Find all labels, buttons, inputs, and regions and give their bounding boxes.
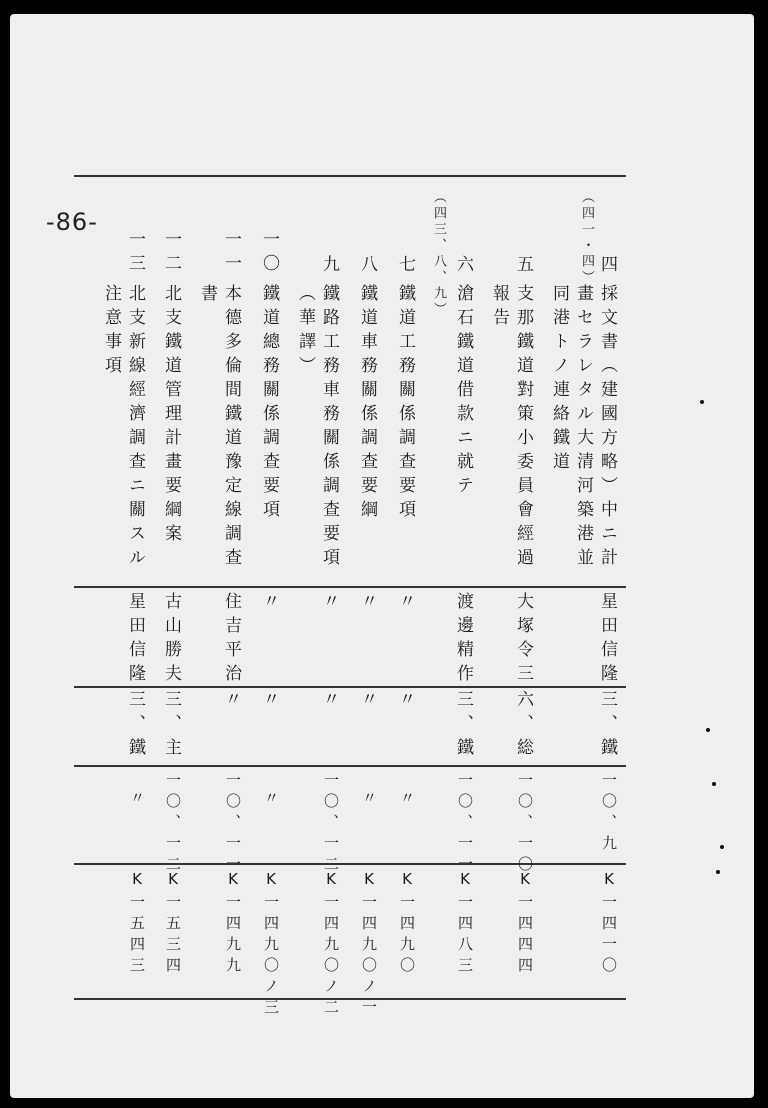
row-author: 渡邊精作 (453, 592, 473, 688)
row-number: 一二 (161, 230, 181, 278)
scan-speck (700, 400, 704, 404)
row-date: 三、 (125, 690, 145, 738)
table-rule-author-date (74, 686, 626, 688)
row-number: 一三 (125, 230, 145, 278)
row-title-line: （華譯） (295, 284, 315, 380)
row-file-id: 〃 (128, 790, 146, 811)
row-date: 三、 (597, 690, 617, 738)
row-file-id: 一〇、一二 (322, 772, 340, 877)
row-dept: 主 (161, 738, 181, 762)
row-file-id: 〃 (398, 790, 416, 811)
table-rule-title-author (74, 586, 626, 588)
row-date: 六、 (513, 690, 533, 738)
row-file-id: 一〇、一〇 (516, 772, 534, 877)
row-kdoc: K一四九九 (224, 870, 242, 978)
table-rule-id-kdoc (74, 863, 626, 865)
row-title-line: 採文書（建國方略）中ニ計 (597, 284, 617, 572)
scan-speck (720, 845, 724, 849)
row-author: 古山勝夫 (161, 592, 181, 688)
row-author: 星田信隆 (597, 592, 617, 688)
row-dept: 総 (513, 738, 533, 762)
row-author: 住吉平治 (221, 592, 241, 688)
row-date: 〃 (221, 690, 241, 714)
row-date: 三、 (453, 690, 473, 738)
row-number: 四 (597, 255, 617, 279)
row-kdoc: K一四九〇ノ三 (262, 870, 280, 1020)
row-kdoc: K一四九〇ノ一 (360, 870, 378, 1020)
scan-speck (712, 782, 716, 786)
row-title-line: 北支新線經濟調查ニ關スル (125, 284, 145, 572)
document-page (10, 14, 754, 1098)
row-title-line: 鐵路工務車務關係調查要項 (319, 284, 339, 572)
row-date: 〃 (395, 690, 415, 714)
row-author: 〃 (395, 592, 415, 616)
row-kdoc: K一四四四 (516, 870, 534, 978)
row-number: 一一 (221, 230, 241, 278)
row-date: 〃 (319, 690, 339, 714)
row-title-line: 注意事項 (101, 284, 121, 380)
page-number: -86- (46, 208, 98, 236)
row-title-line: 鐵道總務關係調查要項 (259, 284, 279, 524)
scan-speck (706, 728, 710, 732)
row-title-line: 鐵道車務關係調查要綱 (357, 284, 377, 524)
row-number: 八 (357, 255, 377, 279)
row-title-line: 本德多倫間鐵道豫定線調查 (221, 284, 241, 572)
row-dept: 鐵 (597, 738, 617, 762)
row-author: 〃 (259, 592, 279, 616)
row-title-line: 滄石鐵道借款ニ就テ (453, 284, 473, 500)
row-file-id: 一〇、九 (600, 772, 618, 856)
row-title-line: 支那鐵道對策小委員會經過 (513, 284, 533, 572)
row-author: 〃 (319, 592, 339, 616)
row-date: 三、 (161, 690, 181, 738)
row-date: 〃 (357, 690, 377, 714)
row-number: 五 (513, 255, 533, 279)
row-kdoc: K一五四三 (128, 870, 146, 978)
row-file-id: 一〇、一一 (224, 772, 242, 877)
row-file-id: 〃 (360, 790, 378, 811)
row-title-line: 鐵道工務關係調查要項 (395, 284, 415, 524)
row-kdoc: K一四九〇 (398, 870, 416, 978)
row-date: 〃 (259, 690, 279, 714)
row-title-line: 畫セラレタル大清河築港並 (573, 284, 593, 572)
row-kdoc: K一五三四 (164, 870, 182, 978)
table-rule-top (74, 175, 626, 177)
row-file-id: 一〇、一一 (456, 772, 474, 877)
row-kdoc: K一四八三 (456, 870, 474, 978)
row-date-note: （四三、八、九） (431, 190, 446, 318)
row-date-note: （四一・四） (579, 190, 594, 286)
row-number: 七 (395, 255, 415, 279)
row-title-line: 報告 (489, 284, 509, 332)
row-author: 大塚令三 (513, 592, 533, 688)
row-kdoc: K一四九〇ノ二 (322, 870, 340, 1020)
row-author: 〃 (357, 592, 377, 616)
row-kdoc: K一四一〇 (600, 870, 618, 978)
row-title-line: 同港トノ連絡鐵道 (549, 284, 569, 476)
row-title-line: 北支鐵道管理計畫要綱案 (161, 284, 181, 548)
row-author: 星田信隆 (125, 592, 145, 688)
table-rule-date-id (74, 765, 626, 767)
row-number: 六 (453, 255, 473, 279)
row-file-id: 一〇、一二 (164, 772, 182, 877)
table-rule-bottom (74, 998, 626, 1000)
row-dept: 鐵 (125, 738, 145, 762)
row-dept: 鐵 (453, 738, 473, 762)
row-file-id: 〃 (262, 790, 280, 811)
row-number: 一〇 (259, 230, 279, 278)
row-title-line: 書 (197, 284, 217, 308)
scan-speck (716, 870, 720, 874)
row-number: 九 (319, 255, 339, 279)
